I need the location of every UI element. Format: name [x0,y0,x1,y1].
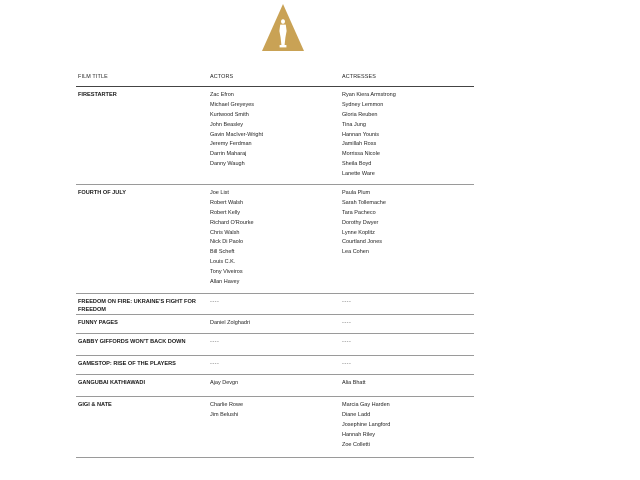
actress-name: Jamillah Ross [342,141,377,148]
actor-name: Jeremy Ferdman [210,141,252,148]
actor-name: Joe List [210,190,229,196]
actress-name: Hannan Younis [342,131,380,138]
film-title: FUNNY PAGES [78,320,118,326]
actor-name: Charlie Rowe [210,402,244,408]
table-row [76,334,474,356]
actresses-cell [342,91,396,180]
header-actresses: ACTRESSES [342,74,377,80]
actress-name: Diane Ladd [342,411,371,418]
actress-name: Tina Jung [342,121,366,128]
actor-name: Darrin Maharaj [210,151,247,158]
actress-name: ---- [342,320,352,326]
actor-name: Jim Belushi [210,411,239,418]
table-header [76,72,474,83]
film-title: FIRESTARTER [78,92,117,98]
actress-name: Marcia Gay Harden [342,402,390,408]
table-row [76,375,474,397]
table-row [76,315,474,334]
film-title: GAMESTOP: RISE OF THE PLAYERS [78,361,176,367]
table-row [76,397,474,458]
actress-name: Alia Bhatt [342,380,366,386]
film-title: GIGI & NATE [78,402,112,408]
actresses-cell [342,379,366,389]
actresses-cell [342,401,390,450]
actress-name: Gloria Reuben [342,111,378,118]
actor-name: Richard O'Rourke [210,219,254,226]
actors-cell [210,401,243,421]
actress-name: Paula Plum [342,190,371,196]
actor-name: Allan Havey [210,279,240,286]
actor-name: Robert Kelly [210,209,240,216]
actress-name: Lanette Ware [342,171,375,178]
nominations-table [76,72,474,458]
actresses-cell [342,319,351,329]
actress-name: ---- [342,299,352,305]
actor-name: Michael Greyeyes [210,101,255,108]
actress-name: ---- [342,361,352,367]
actor-name: Chris Walsh [210,229,240,236]
actresses-cell [342,360,351,370]
actor-name: ---- [210,299,220,305]
actor-name: ---- [210,339,220,345]
actress-name: Dorothy Dwyer [342,219,379,226]
actress-name: Sarah Tollemache [342,199,386,206]
actors-cell [210,360,219,370]
actors-cell [210,379,238,389]
actresses-cell [342,298,351,308]
actress-name: Lynne Koplitz [342,229,375,236]
header-actors: ACTORS [210,74,234,80]
actors-cell [210,338,219,348]
actress-name: Courtland Jones [342,239,383,246]
oscar-statuette-icon [262,4,304,51]
actors-cell [210,319,250,329]
actor-name: Gavin MacIver-Wright [210,131,264,138]
actress-name: Lea Cohen [342,249,369,256]
actors-cell [210,91,263,170]
actor-name: Danny Waugh [210,161,245,168]
actress-name: Ryan Kiera Armstrong [342,92,396,98]
actor-name: Ajay Devgn [210,380,239,386]
actors-cell [210,298,219,308]
actor-name: Bill Scheft [210,249,235,256]
actress-name: Sydney Lemmon [342,101,384,108]
actresses-cell [342,338,351,348]
film-title: FOURTH OF JULY [78,190,126,196]
table-row [76,294,474,315]
actor-name: Zac Efron [210,92,234,98]
actress-name: Sheila Boyd [342,161,372,168]
table-row [76,87,474,185]
film-title: GANGUBAI KATHIAWADI [78,380,146,386]
header-film-title: FILM TITLE [78,74,108,80]
actress-name: Morrissa Nicole [342,151,380,158]
actor-name: Louis C.K. [210,259,236,266]
table-row [76,185,474,294]
actor-name: Robert Walsh [210,199,244,206]
actor-name: John Beasley [210,121,244,128]
actress-name: ---- [342,339,352,345]
actress-name: Tara Pacheco [342,209,376,216]
actresses-cell [342,189,386,258]
actress-name: Hannah Riley [342,431,376,438]
actor-name: Daniel Zolghadri [210,320,251,326]
actor-name: Nick Di Paolo [210,239,244,246]
actors-cell [210,189,254,288]
actor-name: Kurtwood Smith [210,111,249,118]
actor-name: Tony Viveiros [210,269,243,276]
actor-name: ---- [210,361,220,367]
actress-name: Zoe Colletti [342,441,370,448]
table-row [76,356,474,375]
actress-name: Josephine Langford [342,421,391,428]
film-title: GABBY GIFFORDS WON'T BACK DOWN [78,339,186,345]
film-title: FREEDOM ON FIRE: UKRAINE'S FIGHT FOR FREEDOM [78,299,196,314]
